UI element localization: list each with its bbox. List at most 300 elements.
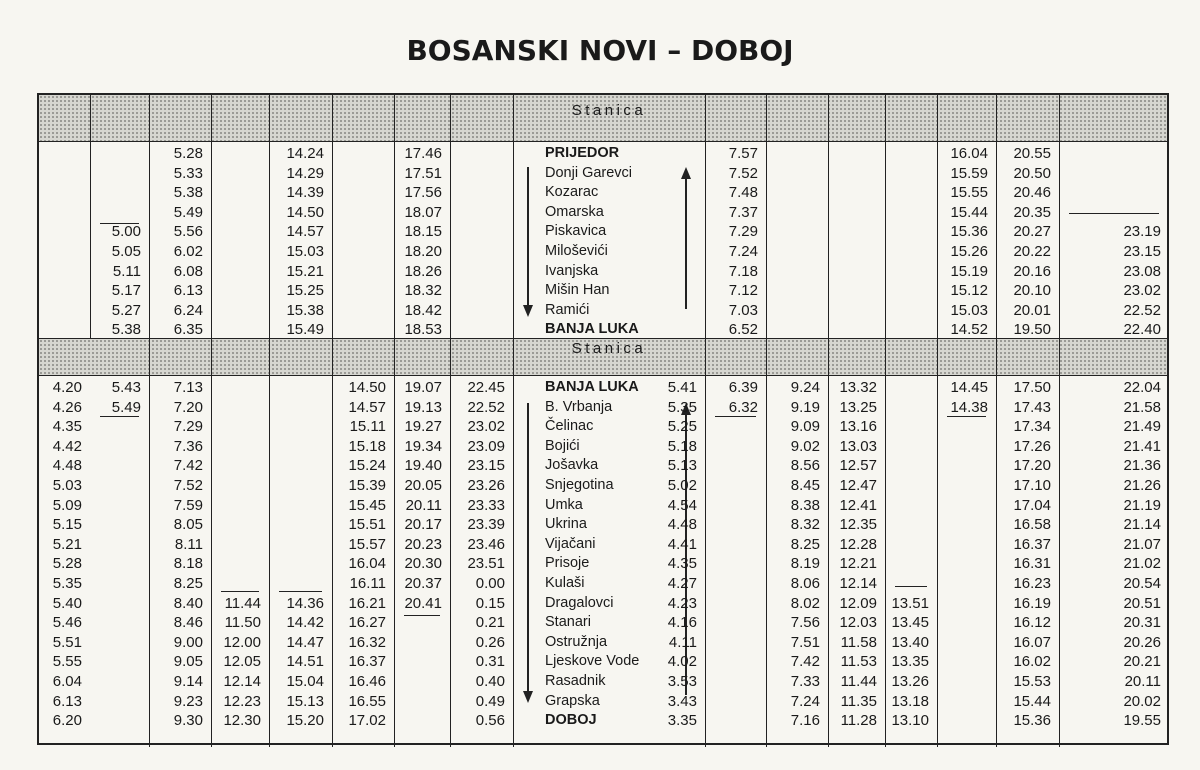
time-cell: 22.52 (467, 398, 505, 416)
time-cell: 17.51 (404, 164, 442, 182)
time-cell (90, 692, 141, 712)
station-name: Stanari (545, 614, 591, 631)
time-cell (1059, 164, 1161, 184)
time-cell (394, 652, 442, 672)
time-cell: 21.41 (1123, 437, 1161, 455)
time-cell: 13.18 (891, 692, 929, 710)
time-cell (885, 574, 929, 594)
time-cell (885, 476, 929, 496)
time-cell: 15.20 (286, 712, 324, 730)
time-cell: 15.55 (950, 184, 988, 202)
time-cell (885, 378, 929, 398)
time-cell: 11.35 (840, 692, 877, 710)
time-cell (211, 417, 261, 437)
time-cell (269, 417, 324, 437)
time-cell: 20.11 (405, 496, 442, 514)
time-cell (269, 476, 324, 496)
time-cell: 5.27 (111, 301, 141, 319)
station-name: Rasadnik (545, 672, 606, 689)
time-column (1059, 378, 1161, 731)
time-cell (211, 515, 261, 535)
time-cell (269, 496, 324, 516)
time-column (269, 378, 324, 731)
time-cell (937, 633, 988, 653)
time-cell: 15.19 (950, 262, 988, 280)
time-cell: 18.20 (404, 242, 442, 260)
time-cell (269, 437, 324, 457)
time-cell (937, 437, 988, 457)
time-column (828, 378, 877, 731)
time-cell: 8.11 (174, 535, 203, 553)
time-cell: 0.49 (475, 692, 505, 710)
time-cell: 17.04 (1013, 496, 1051, 514)
time-cell: 14.50 (286, 203, 324, 221)
time-cell: 6.20 (52, 712, 82, 730)
time-cell: 20.27 (1013, 223, 1051, 241)
time-cell (269, 554, 324, 574)
time-cell: 13.16 (839, 418, 877, 436)
station-name: Umka (545, 496, 583, 513)
time-cell: 15.36 (1013, 712, 1051, 730)
time-cell: 4.35 (52, 418, 82, 436)
time-cell: 4.48 (52, 457, 82, 475)
time-cell: 15.03 (950, 301, 988, 319)
time-cell: 20.17 (404, 516, 442, 534)
time-cell: 15.18 (348, 437, 386, 455)
time-cell: 12.57 (839, 457, 877, 475)
time-cell: 5.43 (111, 379, 141, 396)
column-divider (450, 95, 451, 339)
time-cell: 23.09 (467, 437, 505, 455)
time-cell: 23.33 (467, 496, 505, 514)
time-cell: 17.34 (1013, 418, 1051, 436)
time-cell: 21.19 (1123, 496, 1161, 514)
timetable (37, 93, 1169, 745)
time-cell: 5.28 (173, 145, 203, 162)
time-cell: 16.11 (349, 574, 386, 592)
time-cell: 12.28 (839, 535, 877, 553)
time-cell: 21.07 (1123, 535, 1161, 553)
station-name: Piskavica (545, 223, 607, 240)
time-cell: 15.26 (950, 242, 988, 260)
time-cell: 17.20 (1013, 457, 1051, 475)
time-cell: 4.54 (667, 496, 697, 514)
time-cell (90, 476, 141, 496)
time-cell: 16.31 (1013, 555, 1051, 573)
time-cell (937, 652, 988, 672)
time-cell: 20.02 (1123, 692, 1161, 710)
time-cell: 13.26 (891, 672, 929, 690)
time-cell: 17.56 (404, 184, 442, 202)
time-cell (269, 456, 324, 476)
time-cell: 21.49 (1123, 418, 1161, 436)
time-cell (937, 535, 988, 555)
time-cell: 20.55 (1013, 145, 1051, 162)
time-cell: 9.14 (173, 672, 203, 690)
time-cell: 8.46 (173, 614, 203, 632)
time-cell (90, 456, 141, 476)
time-column (937, 378, 988, 731)
time-cell: 12.05 (223, 653, 261, 671)
page-title: BOSANSKI NOVI – DOBOJ (406, 34, 794, 67)
time-cell: 12.03 (839, 614, 877, 632)
time-cell: 19.34 (404, 437, 442, 455)
time-cell: 15.21 (286, 262, 324, 280)
time-cell (937, 417, 988, 437)
time-cell: 16.27 (348, 614, 386, 632)
time-cell: 7.24 (790, 692, 820, 710)
time-cell: 15.12 (950, 282, 988, 300)
time-cell: 16.46 (348, 672, 386, 690)
time-cell (937, 476, 988, 496)
time-cell: 16.04 (348, 555, 386, 573)
time-cell: 15.03 (286, 242, 324, 260)
time-cell: 19.27 (404, 418, 442, 436)
time-cell: 5.41 (667, 379, 697, 396)
time-cell (211, 378, 261, 398)
time-cell: 23.02 (467, 418, 505, 436)
time-cell: 12.14 (839, 574, 877, 592)
time-cell: 5.55 (52, 653, 82, 671)
time-cell (885, 496, 929, 516)
time-cell: 21.02 (1123, 555, 1161, 573)
time-cell: 14.52 (950, 321, 988, 339)
time-cell: 17.50 (1013, 379, 1051, 396)
time-column (885, 378, 929, 731)
time-cell: 5.33 (173, 164, 203, 182)
time-cell: 17.26 (1013, 437, 1051, 455)
time-cell: 20.10 (1013, 282, 1051, 300)
time-cell: 22.04 (1123, 379, 1161, 396)
time-cell: 20.30 (404, 555, 442, 573)
time-cell (937, 711, 988, 731)
time-cell: 18.32 (404, 282, 442, 300)
time-cell: 6.24 (173, 301, 203, 319)
time-cell: 5.17 (111, 282, 141, 300)
time-cell (211, 554, 261, 574)
time-cell (885, 515, 929, 535)
time-cell: 7.42 (173, 457, 203, 475)
time-cell: 8.02 (790, 594, 820, 612)
time-cell: 5.00 (111, 223, 141, 241)
time-cell (705, 711, 758, 731)
time-cell: 8.32 (790, 516, 820, 534)
time-cell: 7.51 (790, 633, 820, 651)
time-cell (937, 554, 988, 574)
time-cell: 21.14 (1123, 516, 1161, 534)
station-name: Grapska (545, 692, 600, 709)
time-cell: 5.46 (52, 614, 82, 632)
time-cell: 5.38 (173, 184, 203, 202)
time-cell: 7.20 (173, 398, 203, 416)
time-cell: 8.05 (173, 516, 203, 534)
boundary-underline (715, 416, 756, 417)
time-cell: 20.41 (404, 594, 442, 612)
time-cell (90, 594, 141, 614)
boundary-underline (100, 416, 139, 417)
time-cell: 18.53 (404, 321, 442, 339)
time-cell: 13.32 (839, 379, 877, 396)
time-cell: 14.50 (348, 379, 386, 396)
station-name: Dragalovci (545, 594, 614, 611)
time-column (705, 378, 758, 731)
time-cell: 5.05 (111, 242, 141, 260)
time-cell: 19.13 (404, 398, 442, 416)
time-cell: 7.52 (173, 476, 203, 494)
time-cell: 6.35 (173, 321, 203, 339)
time-cell: 16.23 (1013, 574, 1051, 592)
time-cell: 15.39 (348, 476, 386, 494)
up-arrow-icon (681, 167, 691, 179)
time-cell: 6.39 (728, 379, 758, 396)
time-cell: 7.42 (790, 653, 820, 671)
time-cell: 3.43 (667, 692, 697, 710)
time-cell: 19.50 (1013, 321, 1051, 339)
time-cell: 13.10 (891, 712, 929, 730)
time-cell: 0.00 (475, 574, 505, 592)
time-cell: 23.15 (467, 457, 505, 475)
station-name: Ukrina (545, 516, 587, 533)
time-cell (705, 554, 758, 574)
time-cell: 14.36 (286, 594, 324, 612)
time-cell: 4.16 (667, 614, 697, 632)
time-cell: 9.00 (173, 633, 203, 651)
time-cell: 5.56 (173, 223, 203, 241)
time-cell: 3.53 (667, 672, 697, 690)
time-column (211, 378, 261, 731)
time-cell: 12.35 (839, 516, 877, 534)
time-cell: 15.45 (348, 496, 386, 514)
boundary-underline (1069, 213, 1159, 214)
time-cell: 12.30 (223, 712, 261, 730)
time-cell: 16.32 (348, 633, 386, 651)
time-cell: 18.42 (404, 301, 442, 319)
time-cell: 4.23 (667, 594, 697, 612)
time-cell: 15.38 (286, 301, 324, 319)
boundary-underline (221, 591, 259, 592)
time-cell (937, 456, 988, 476)
time-cell (269, 535, 324, 555)
time-cell: 15.44 (950, 203, 988, 221)
station-name: Jošavka (545, 457, 599, 474)
time-cell: 23.26 (467, 476, 505, 494)
time-cell: 7.03 (728, 301, 758, 319)
time-cell: 5.38 (111, 321, 141, 339)
time-cell: 9.23 (173, 692, 203, 710)
time-cell: 16.19 (1013, 594, 1051, 612)
time-cell (90, 515, 141, 535)
station-name: Ostružnja (545, 633, 608, 650)
time-cell: 7.36 (173, 437, 203, 455)
time-cell: 8.25 (790, 535, 820, 553)
top-station-header: Stanica (571, 102, 647, 119)
time-cell: 16.02 (1013, 653, 1051, 671)
time-cell: 5.28 (52, 555, 82, 573)
time-cell (937, 574, 988, 594)
boundary-underline (947, 416, 986, 417)
time-cell: 23.02 (1123, 282, 1161, 300)
time-cell: 13.40 (891, 633, 929, 651)
station-name: Ljeskove Vode (545, 653, 640, 670)
time-cell (705, 574, 758, 594)
time-cell (885, 417, 929, 437)
time-cell: 3.35 (667, 712, 697, 730)
time-cell: 11.44 (840, 672, 877, 690)
time-cell: 5.21 (52, 535, 82, 553)
time-cell (937, 594, 988, 614)
time-cell: 9.05 (173, 653, 203, 671)
time-cell: 12.47 (839, 476, 877, 494)
station-name: Mišin Han (545, 282, 610, 299)
station-name: Prisoje (545, 555, 590, 572)
time-cell: 6.32 (728, 398, 758, 416)
time-cell (90, 711, 141, 731)
time-cell: 17.43 (1013, 398, 1051, 416)
time-cell: 0.21 (475, 614, 505, 632)
time-cell: 14.42 (286, 614, 324, 632)
time-cell: 7.24 (728, 242, 758, 260)
station-list (545, 144, 639, 340)
time-cell: 13.03 (839, 437, 877, 455)
time-column (39, 378, 82, 731)
time-cell: 5.02 (667, 476, 697, 494)
time-cell: 4.48 (667, 516, 697, 534)
time-cell (937, 672, 988, 692)
time-cell: 5.15 (52, 516, 82, 534)
time-cell: 16.04 (950, 145, 988, 162)
boundary-underline (895, 586, 927, 587)
time-cell (394, 711, 442, 731)
time-cell: 6.52 (728, 321, 758, 339)
time-cell: 11.58 (840, 633, 877, 651)
station-name: DOBOJ (545, 712, 597, 729)
boundary-underline (279, 591, 322, 592)
time-cell: 7.37 (728, 203, 758, 221)
time-cell: 20.37 (404, 574, 442, 592)
column-divider (828, 95, 829, 339)
time-cell (937, 692, 988, 712)
time-cell: 13.45 (891, 614, 929, 632)
time-cell: 20.26 (1123, 633, 1161, 651)
time-cell (90, 633, 141, 653)
column-divider (885, 95, 886, 339)
time-cell: 7.16 (790, 712, 820, 730)
time-column (450, 378, 505, 731)
station-name: PRIJEDOR (545, 145, 620, 161)
time-cell (394, 692, 442, 712)
time-column (996, 144, 1051, 340)
time-cell: 12.14 (223, 672, 261, 690)
time-cell: 6.02 (173, 242, 203, 260)
time-cell (211, 476, 261, 496)
time-cell (885, 456, 929, 476)
time-cell (1059, 144, 1161, 164)
time-cell: 13.51 (891, 594, 929, 612)
time-cell: 15.11 (349, 418, 386, 436)
time-cell: 5.25 (667, 418, 697, 436)
time-cell: 20.01 (1013, 301, 1051, 319)
station-name: B. Vrbanja (545, 398, 613, 415)
time-cell: 9.30 (173, 712, 203, 730)
column-divider (332, 95, 333, 339)
time-cell (705, 437, 758, 457)
time-column (705, 144, 758, 340)
time-cell: 21.36 (1123, 457, 1161, 475)
time-cell: 12.21 (839, 555, 877, 573)
time-cell (885, 554, 929, 574)
time-column (394, 378, 442, 731)
time-cell: 23.08 (1123, 262, 1161, 280)
time-cell (90, 417, 141, 437)
time-cell: 15.04 (286, 672, 324, 690)
time-cell (705, 613, 758, 633)
time-cell (705, 456, 758, 476)
time-cell: 17.46 (404, 145, 442, 162)
station-name: Kulaši (545, 574, 585, 591)
time-cell: 8.19 (790, 555, 820, 573)
time-cell (705, 672, 758, 692)
time-cell: 15.57 (348, 535, 386, 553)
time-cell: 12.41 (839, 496, 877, 514)
time-cell: 7.12 (728, 282, 758, 300)
station-name: Omarska (545, 203, 604, 220)
time-cell: 22.40 (1123, 321, 1161, 339)
time-cell: 20.16 (1013, 262, 1051, 280)
time-cell (90, 574, 141, 594)
time-cell (394, 633, 442, 653)
time-cell: 0.26 (475, 633, 505, 651)
station-name: BANJA LUKA (545, 321, 639, 338)
station-name: Čelinac (545, 418, 594, 435)
time-cell: 23.39 (467, 516, 505, 534)
time-cell: 15.59 (950, 164, 988, 182)
time-cell: 15.53 (1013, 672, 1051, 690)
time-cell: 4.26 (52, 398, 82, 416)
time-cell: 15.13 (286, 692, 324, 710)
time-cell: 4.41 (667, 535, 697, 553)
station-name: Ivanjska (545, 262, 599, 279)
column-divider (211, 95, 212, 339)
time-cell: 20.11 (1124, 672, 1161, 690)
time-cell: 17.10 (1013, 476, 1051, 494)
time-cell (90, 164, 141, 184)
time-cell: 9.09 (790, 418, 820, 436)
time-cell: 15.44 (1013, 692, 1051, 710)
time-cell (705, 496, 758, 516)
station-name: Ramići (545, 301, 590, 318)
time-cell: 14.45 (950, 379, 988, 396)
time-cell: 18.26 (404, 262, 442, 280)
time-cell: 18.15 (404, 223, 442, 241)
time-cell: 8.18 (173, 555, 203, 573)
time-cell (937, 496, 988, 516)
time-cell: 11.44 (224, 594, 261, 612)
time-cell (269, 398, 324, 418)
time-cell: 14.57 (286, 223, 324, 241)
time-cell: 21.26 (1123, 476, 1161, 494)
time-column (1059, 144, 1161, 340)
time-cell: 19.40 (404, 457, 442, 475)
station-name: Snjegotina (545, 476, 614, 493)
time-cell (211, 456, 261, 476)
time-cell: 22.45 (467, 379, 505, 396)
time-cell (394, 613, 442, 633)
time-cell (90, 672, 141, 692)
time-cell (90, 535, 141, 555)
top-down-arrow-shaft (527, 167, 529, 307)
time-cell: 14.38 (950, 398, 988, 416)
time-cell: 22.52 (1123, 301, 1161, 319)
